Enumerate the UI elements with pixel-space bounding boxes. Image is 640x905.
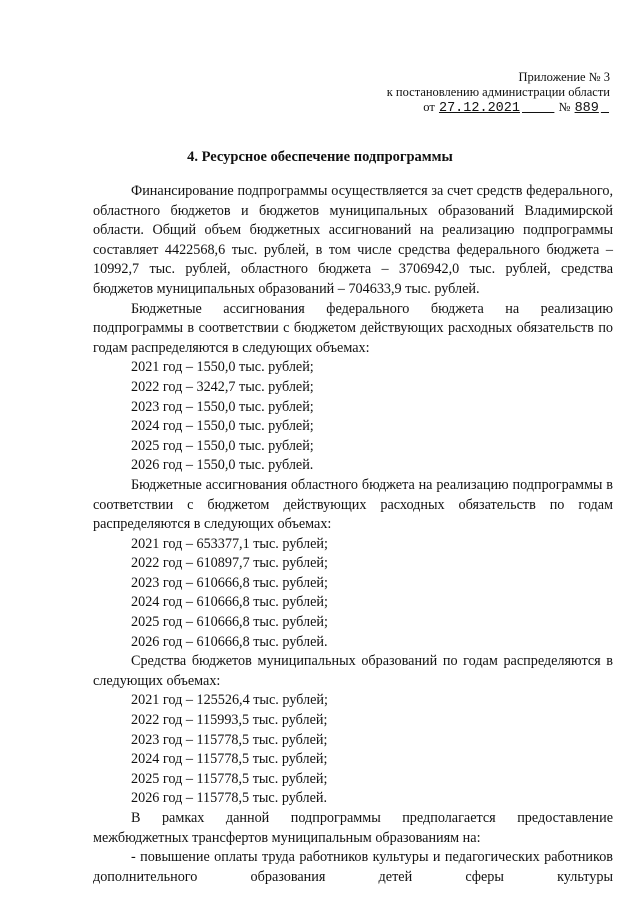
- list-item: 2024 год – 1550,0 тыс. рублей;: [131, 418, 314, 435]
- list-item: 2026 год – 115778,5 тыс. рублей.: [131, 790, 328, 807]
- list-item: 2023 год – 115778,5 тыс. рублей;: [131, 731, 328, 748]
- document-body: [93, 182, 613, 887]
- section-title: 4. Ресурсное обеспечение подпрограммы: [187, 149, 453, 165]
- municipal-years-list: [93, 691, 613, 809]
- paragraph-funding-overview: Финансирование подпрограммы осуществляется за счет средств федерального, областного бюджетов и бюджетов муниципальных образований Владимирской области. Общий объем бюджетных ассигнований на реализацию подпрограммы составляет 4422568,6 тыс. рублей, в том числе средства федерального бюджета – 10992,7 тыс. рублей, областного бюджета – 3706942,0 тыс. рублей, средства бюджетов муниципальных образований – 704633,9 тыс. рублей.: [93, 183, 613, 297]
- date-number-line: [387, 100, 610, 116]
- list-item: 2024 год – 115778,5 тыс. рублей;: [131, 751, 328, 768]
- appendix-header: [387, 70, 610, 116]
- list-item: 2023 год – 610666,8 тыс. рублей;: [131, 574, 328, 591]
- resolution-number: 889: [574, 101, 599, 116]
- paragraph-regional-budget: Бюджетные ассигнования областного бюджета на реализацию подпрограммы в соответствии с бюджетом действующих расходных обязательств по годам распределяются в следующих объемах:: [93, 476, 613, 533]
- list-item: 2021 год – 1550,0 тыс. рублей;: [131, 359, 314, 376]
- paragraph-municipal-budget: Средства бюджетов муниципальных образований по годам распределяются в следующих объемах:: [93, 653, 613, 689]
- appendix-label: Приложение № 3: [518, 70, 610, 84]
- list-item: 2025 год – 610666,8 тыс. рублей;: [131, 614, 328, 631]
- resolution-date: 27.12.2021: [438, 101, 520, 116]
- list-item: 2022 год – 610897,7 тыс. рублей;: [131, 555, 328, 572]
- paragraph-federal-budget: Бюджетные ассигнования федерального бюджета на реализацию подпрограммы в соответствии с бюджетом действующих расходных обязательств по годам распределяются в следующих объемах:: [93, 300, 613, 356]
- paragraph-bullet-salary: - повышение оплаты труда работников культуры и педагогических работников дополнительного образования детей сферы культуры: [93, 849, 613, 885]
- list-item: 2025 год – 115778,5 тыс. рублей;: [131, 770, 328, 787]
- paragraph-transfers: В рамках данной подпрограммы предполагается предоставление межбюджетных трансфертов муниципальным образованиям на:: [93, 810, 613, 846]
- list-item: 2021 год – 125526,4 тыс. рублей;: [131, 692, 328, 709]
- list-item: 2022 год – 115993,5 тыс. рублей;: [131, 712, 328, 729]
- number-label: №: [558, 100, 571, 114]
- list-item: 2026 год – 1550,0 тыс. рублей.: [131, 457, 314, 474]
- from-label: от: [423, 100, 435, 114]
- list-item: 2022 год – 3242,7 тыс. рублей;: [131, 378, 314, 395]
- federal-years-list: [93, 358, 613, 476]
- list-item: 2021 год – 653377,1 тыс. рублей;: [131, 535, 328, 552]
- resolution-label: к постановлению администрации области: [386, 85, 610, 99]
- regional-years-list: [93, 535, 613, 653]
- list-item: 2026 год – 610666,8 тыс. рублей.: [131, 633, 328, 650]
- list-item: 2024 год – 610666,8 тыс. рублей;: [131, 594, 328, 611]
- list-item: 2025 год – 1550,0 тыс. рублей;: [131, 437, 314, 454]
- list-item: 2023 год – 1550,0 тыс. рублей;: [131, 398, 314, 415]
